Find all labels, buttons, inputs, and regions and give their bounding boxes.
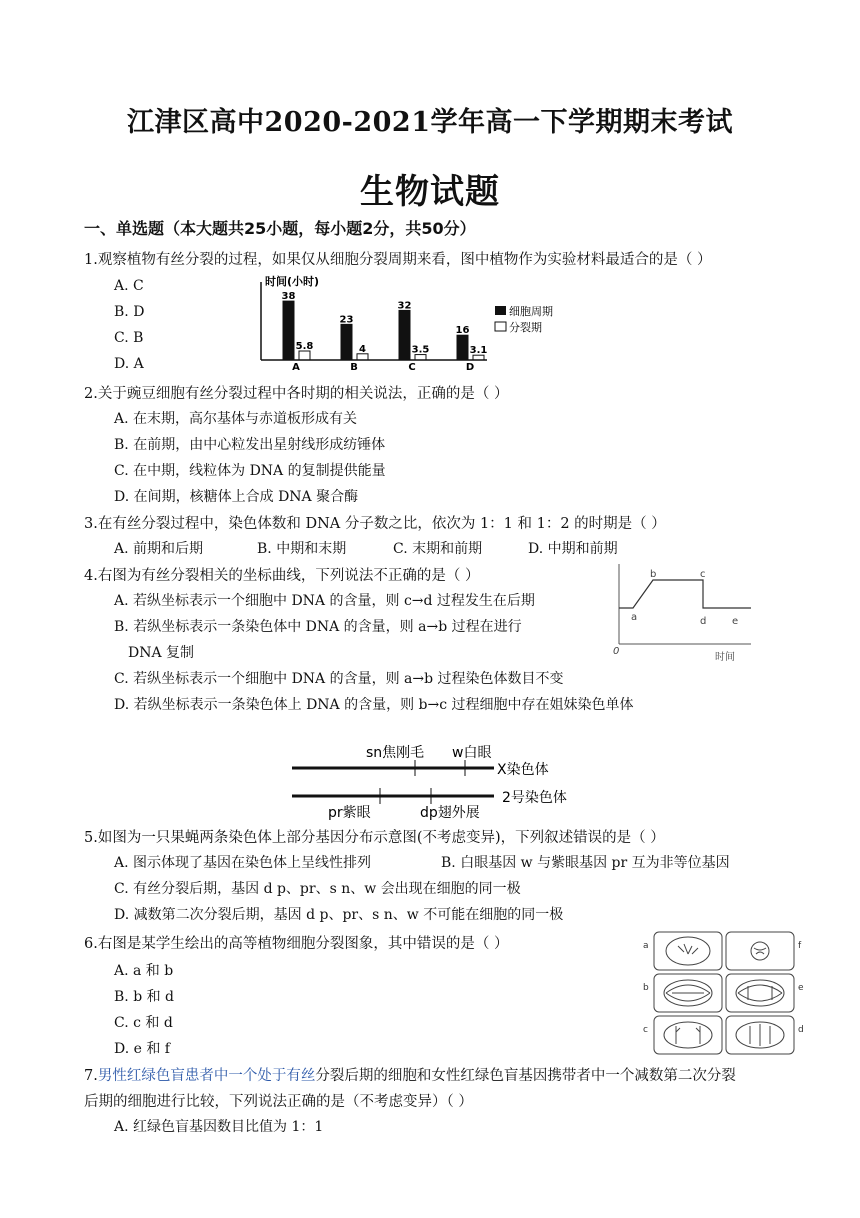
dna-curve (619, 580, 751, 608)
cell-label-f: f (798, 941, 802, 951)
question-2-option-a: A. 在末期，高尔基体与赤道板形成有关 (114, 411, 358, 427)
cell-label-b: b (643, 983, 649, 993)
legend-label-cycle: 细胞周期 (509, 305, 553, 318)
category-label-d: D (465, 362, 475, 372)
question-5-option-a: A. 图示体现了基因在染色体上呈线性排列 (114, 855, 372, 871)
question-1-option-a: A. C (114, 278, 144, 294)
question-1-option-b: B. D (114, 304, 145, 320)
question-4-option-d: D. 若纵坐标表示一条染色体上 DNA 的含量，则 b→c 过程细胞中存在姐妹染色单体 (114, 697, 634, 713)
question-6-stem: 6.右图是某学生绘出的高等植物细胞分裂图象，其中错误的是（ ） (84, 936, 509, 952)
question-6-option-b: B. b 和 d (114, 989, 175, 1005)
question-5-option-d: D. 减数第二次分裂后期，基因 d p、pr、s n、w 不可能在细胞的同一极 (114, 907, 564, 923)
question-2-option-b: B. 在前期，由中心粒发出星射线形成纺锤体 (114, 437, 386, 453)
legend-swatch-division (495, 322, 506, 331)
data-label-d-division: 3.1 (469, 345, 488, 357)
cell-label-d: d (798, 1025, 804, 1035)
question-2-stem: 2.关于豌豆细胞有丝分裂过程中各时期的相关说法，正确的是（ ） (84, 386, 509, 402)
fruit-fly-chromosome-figure (290, 740, 590, 822)
question-4-option-a: A. 若纵坐标表示一个细胞中 DNA 的含量，则 c→d 过程发生在后期 (114, 593, 535, 609)
curve-x-label: 时间 (715, 652, 735, 663)
point-e-label: e (732, 616, 739, 627)
question-6-option-a: A. a 和 b (114, 963, 174, 979)
data-label-a-division: 5.8 (295, 341, 314, 353)
question-1-stem: 1.观察植物有丝分裂的过程，如果仅从细胞分裂周期来看，图中植物作为实验材料最适合的是（ ） (84, 252, 712, 268)
category-label-a: A (292, 362, 300, 372)
data-label-c-cycle: 32 (397, 300, 412, 312)
data-label-a-cycle: 38 (281, 291, 296, 303)
cell-label-a: a (643, 941, 649, 951)
dna-content-curve-figure (605, 558, 755, 666)
data-label-c-division: 3.5 (411, 344, 430, 356)
question-1-option-c: C. B (114, 330, 144, 346)
category-label-b: B (350, 362, 358, 372)
bar-a-cycle (283, 301, 294, 360)
question-3-option-a: A. 前期和后期 (114, 541, 204, 557)
bar-b-cycle (341, 324, 352, 360)
question-4-stem: 4.右图为有丝分裂相关的坐标曲线，下列说法不正确的是（ ） (84, 568, 480, 584)
question-6-option-d: D. e 和 f (114, 1041, 170, 1057)
question-3-stem: 3.在有丝分裂过程中，染色体数和 DNA 分子数之比，依次为 1：1 和 1：2 的时期是（ ） (84, 516, 666, 532)
question-5-option-b: B. 白眼基因 w 与紫眼基因 pr 互为非等位基因 (441, 855, 730, 871)
gene-dp-label: dp翅外展 (420, 805, 480, 821)
question-7-highlight: 男性红绿色盲患者中一个处于有丝 (97, 1068, 316, 1084)
point-d-label: d (700, 616, 707, 627)
plant-cell-division-figure (640, 928, 812, 1058)
chromosome-2-label: 2号染色体 (502, 790, 567, 806)
legend-label-division: 分裂期 (509, 321, 542, 334)
question-3-option-b: B. 中期和末期 (257, 541, 347, 557)
point-a-label: a (631, 612, 638, 623)
cell-a (654, 932, 722, 970)
bar-c-cycle (399, 310, 410, 360)
question-1-option-d: D. A (114, 356, 144, 372)
gene-pr-label: pr紫眼 (328, 805, 371, 821)
x-chromosome-label: X染色体 (497, 762, 549, 778)
point-b-label: b (650, 569, 657, 580)
chart-y-label: 时间(小时) (265, 275, 320, 288)
data-label-b-cycle: 23 (339, 314, 354, 326)
data-label-d-cycle: 16 (455, 325, 470, 337)
category-label-c: C (408, 362, 416, 372)
bar-d-cycle (457, 335, 468, 360)
origin-label: 0 (613, 646, 620, 657)
question-4-option-c: C. 若纵坐标表示一个细胞中 DNA 的含量，则 a→b 过程染色体数目不变 (114, 671, 564, 687)
question-6-option-c: C. c 和 d (114, 1015, 173, 1031)
question-3-option-c: C. 末期和前期 (393, 541, 483, 557)
question-3-option-d: D. 中期和前期 (528, 541, 618, 557)
question-4-option-b: B. 若纵坐标表示一条染色体中 DNA 的含量，则 a→b 过程在进行 (114, 619, 522, 635)
exam-title: 江津区高中2020-2021学年高一下学期期末考试 (127, 107, 733, 138)
cell-cycle-bar-chart (255, 272, 595, 372)
legend-swatch-cycle (495, 306, 506, 315)
section-heading: 一、单选题（本大题共25小题，每小题2分，共50分） (84, 219, 476, 238)
exam-subject: 生物试题 (360, 172, 500, 212)
question-7-option-a: A. 红绿色盲基因数目比值为 1：1 (114, 1119, 324, 1135)
bar-a-division (299, 351, 310, 360)
question-4-option-b-cont: DNA 复制 (128, 645, 195, 661)
question-5-stem: 5.如图为一只果蝇两条染色体上部分基因分布示意图(不考虑变异)，下列叙述错误的是（ ） (84, 830, 665, 846)
cell-f (726, 932, 794, 970)
question-7-stem-rest: 分裂后期的细胞和女性红绿色盲基因携带者中一个减数第二次分裂 (315, 1068, 736, 1084)
question-7-number: 7. (84, 1068, 98, 1084)
question-2-option-d: D. 在间期，核糖体上合成 DNA 聚合酶 (114, 489, 359, 505)
question-5-option-c: C. 有丝分裂后期，基因 d p、pr、s n、w 会出现在细胞的同一极 (114, 881, 521, 897)
question-2-option-c: C. 在中期，线粒体为 DNA 的复制提供能量 (114, 463, 386, 479)
question-7-stem-line2: 后期的细胞进行比较，下列说法正确的是（不考虑变异）（ ） (84, 1094, 473, 1110)
question-7-stem (84, 1064, 736, 1085)
cell-label-c: c (643, 1025, 648, 1035)
data-label-b-division: 4 (359, 343, 366, 355)
cell-label-e: e (798, 983, 804, 993)
gene-w-label: w白眼 (452, 745, 492, 761)
gene-sn-label: sn焦刚毛 (366, 745, 425, 761)
point-c-label: c (700, 569, 706, 580)
